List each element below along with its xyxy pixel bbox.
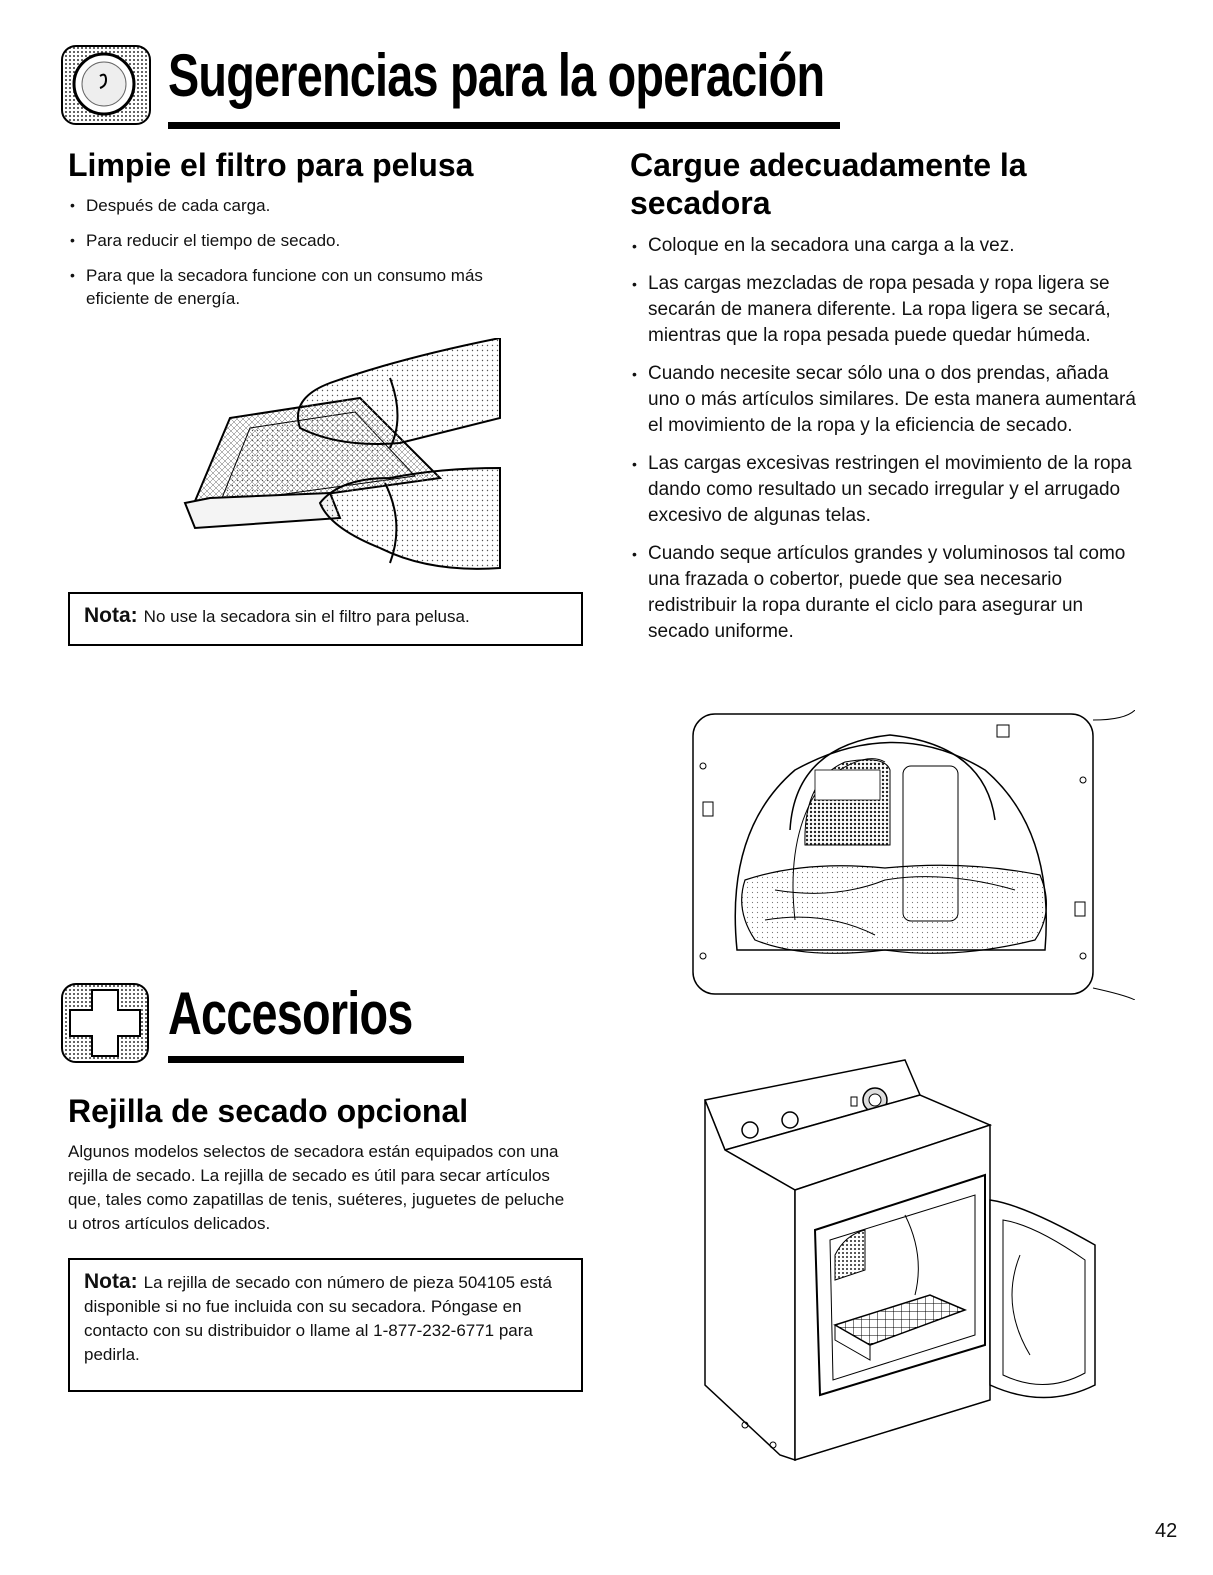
rack-heading: Rejilla de secado opcional <box>68 1093 469 1129</box>
operation-header <box>60 40 840 130</box>
dryer-with-rack-illustration <box>685 1055 1115 1485</box>
lint-bullet-list <box>68 194 548 322</box>
dryer-drum-illustration <box>685 710 1135 1000</box>
plus-cross-icon <box>60 980 150 1064</box>
list-item: • Después de cada carga. <box>68 194 548 217</box>
operation-title: Sugerencias para la operación <box>168 42 825 109</box>
list-item: • Las cargas excesivas restringen el movimiento de la ropa dando como resultado un secado irregular y el arrugado excesivo de algunas telas. <box>630 451 1140 529</box>
list-item: • Las cargas mezcladas de ropa pesada y ropa ligera se secarán de manera diferente. La ropa ligera se secará, mientras que la ropa pesada puede quedar húmeda. <box>630 271 1140 349</box>
accessories-title-rule <box>168 1056 464 1063</box>
operation-title-rule <box>168 122 840 129</box>
rack-paragraph: Algunos modelos selectos de secadora están equipados con una rejilla de secado. La rejilla de secado es útil para secar artículos que, tales como zapatillas de tenis, suéteres, juguetes de peluche u otros artículos delicados. <box>68 1142 565 1233</box>
note-label: Nota: <box>84 1270 138 1293</box>
list-item: • Coloque en la secadora una carga a la vez. <box>630 233 1140 259</box>
lint-filter-illustration <box>180 338 510 578</box>
lint-note-box <box>68 592 583 646</box>
lint-heading: Limpie el filtro para pelusa <box>68 147 474 183</box>
load-heading: Cargue adecuadamente la secadora <box>630 147 1027 221</box>
list-item: • Cuando necesite secar sólo una o dos prendas, añada uno o más artículos similares. De esta manera aumentará el movimiento de la ropa y la eficiencia de secado. <box>630 361 1140 439</box>
note-text: No use la secadora sin el filtro para pelusa. <box>143 607 470 626</box>
note-label: Nota: <box>84 604 138 627</box>
load-bullet-list <box>630 233 1140 657</box>
rack-note-box <box>68 1258 583 1392</box>
page-number: 42 <box>1155 1520 1178 1542</box>
accessories-header <box>60 978 420 1068</box>
note-text: La rejilla de secado con número de pieza 504105 está disponible si no fue incluida con su secadora. Póngase en contacto con su distribuidor o llame al 1-877-232-6771 para pedirla. <box>84 1273 552 1364</box>
list-item: • Cuando seque artículos grandes y voluminosos tal como una frazada o cobertor, puede que sea necesario redistribuir la ropa durante el ciclo para asegurar un secado uniforme. <box>630 541 1140 645</box>
list-item: • Para reducir el tiempo de secado. <box>68 229 548 252</box>
dryer-dial-icon <box>60 42 152 126</box>
accessories-title: Accesorios <box>168 980 413 1047</box>
list-item: • Para que la secadora funcione con un consumo más eficiente de energía. <box>68 264 548 310</box>
